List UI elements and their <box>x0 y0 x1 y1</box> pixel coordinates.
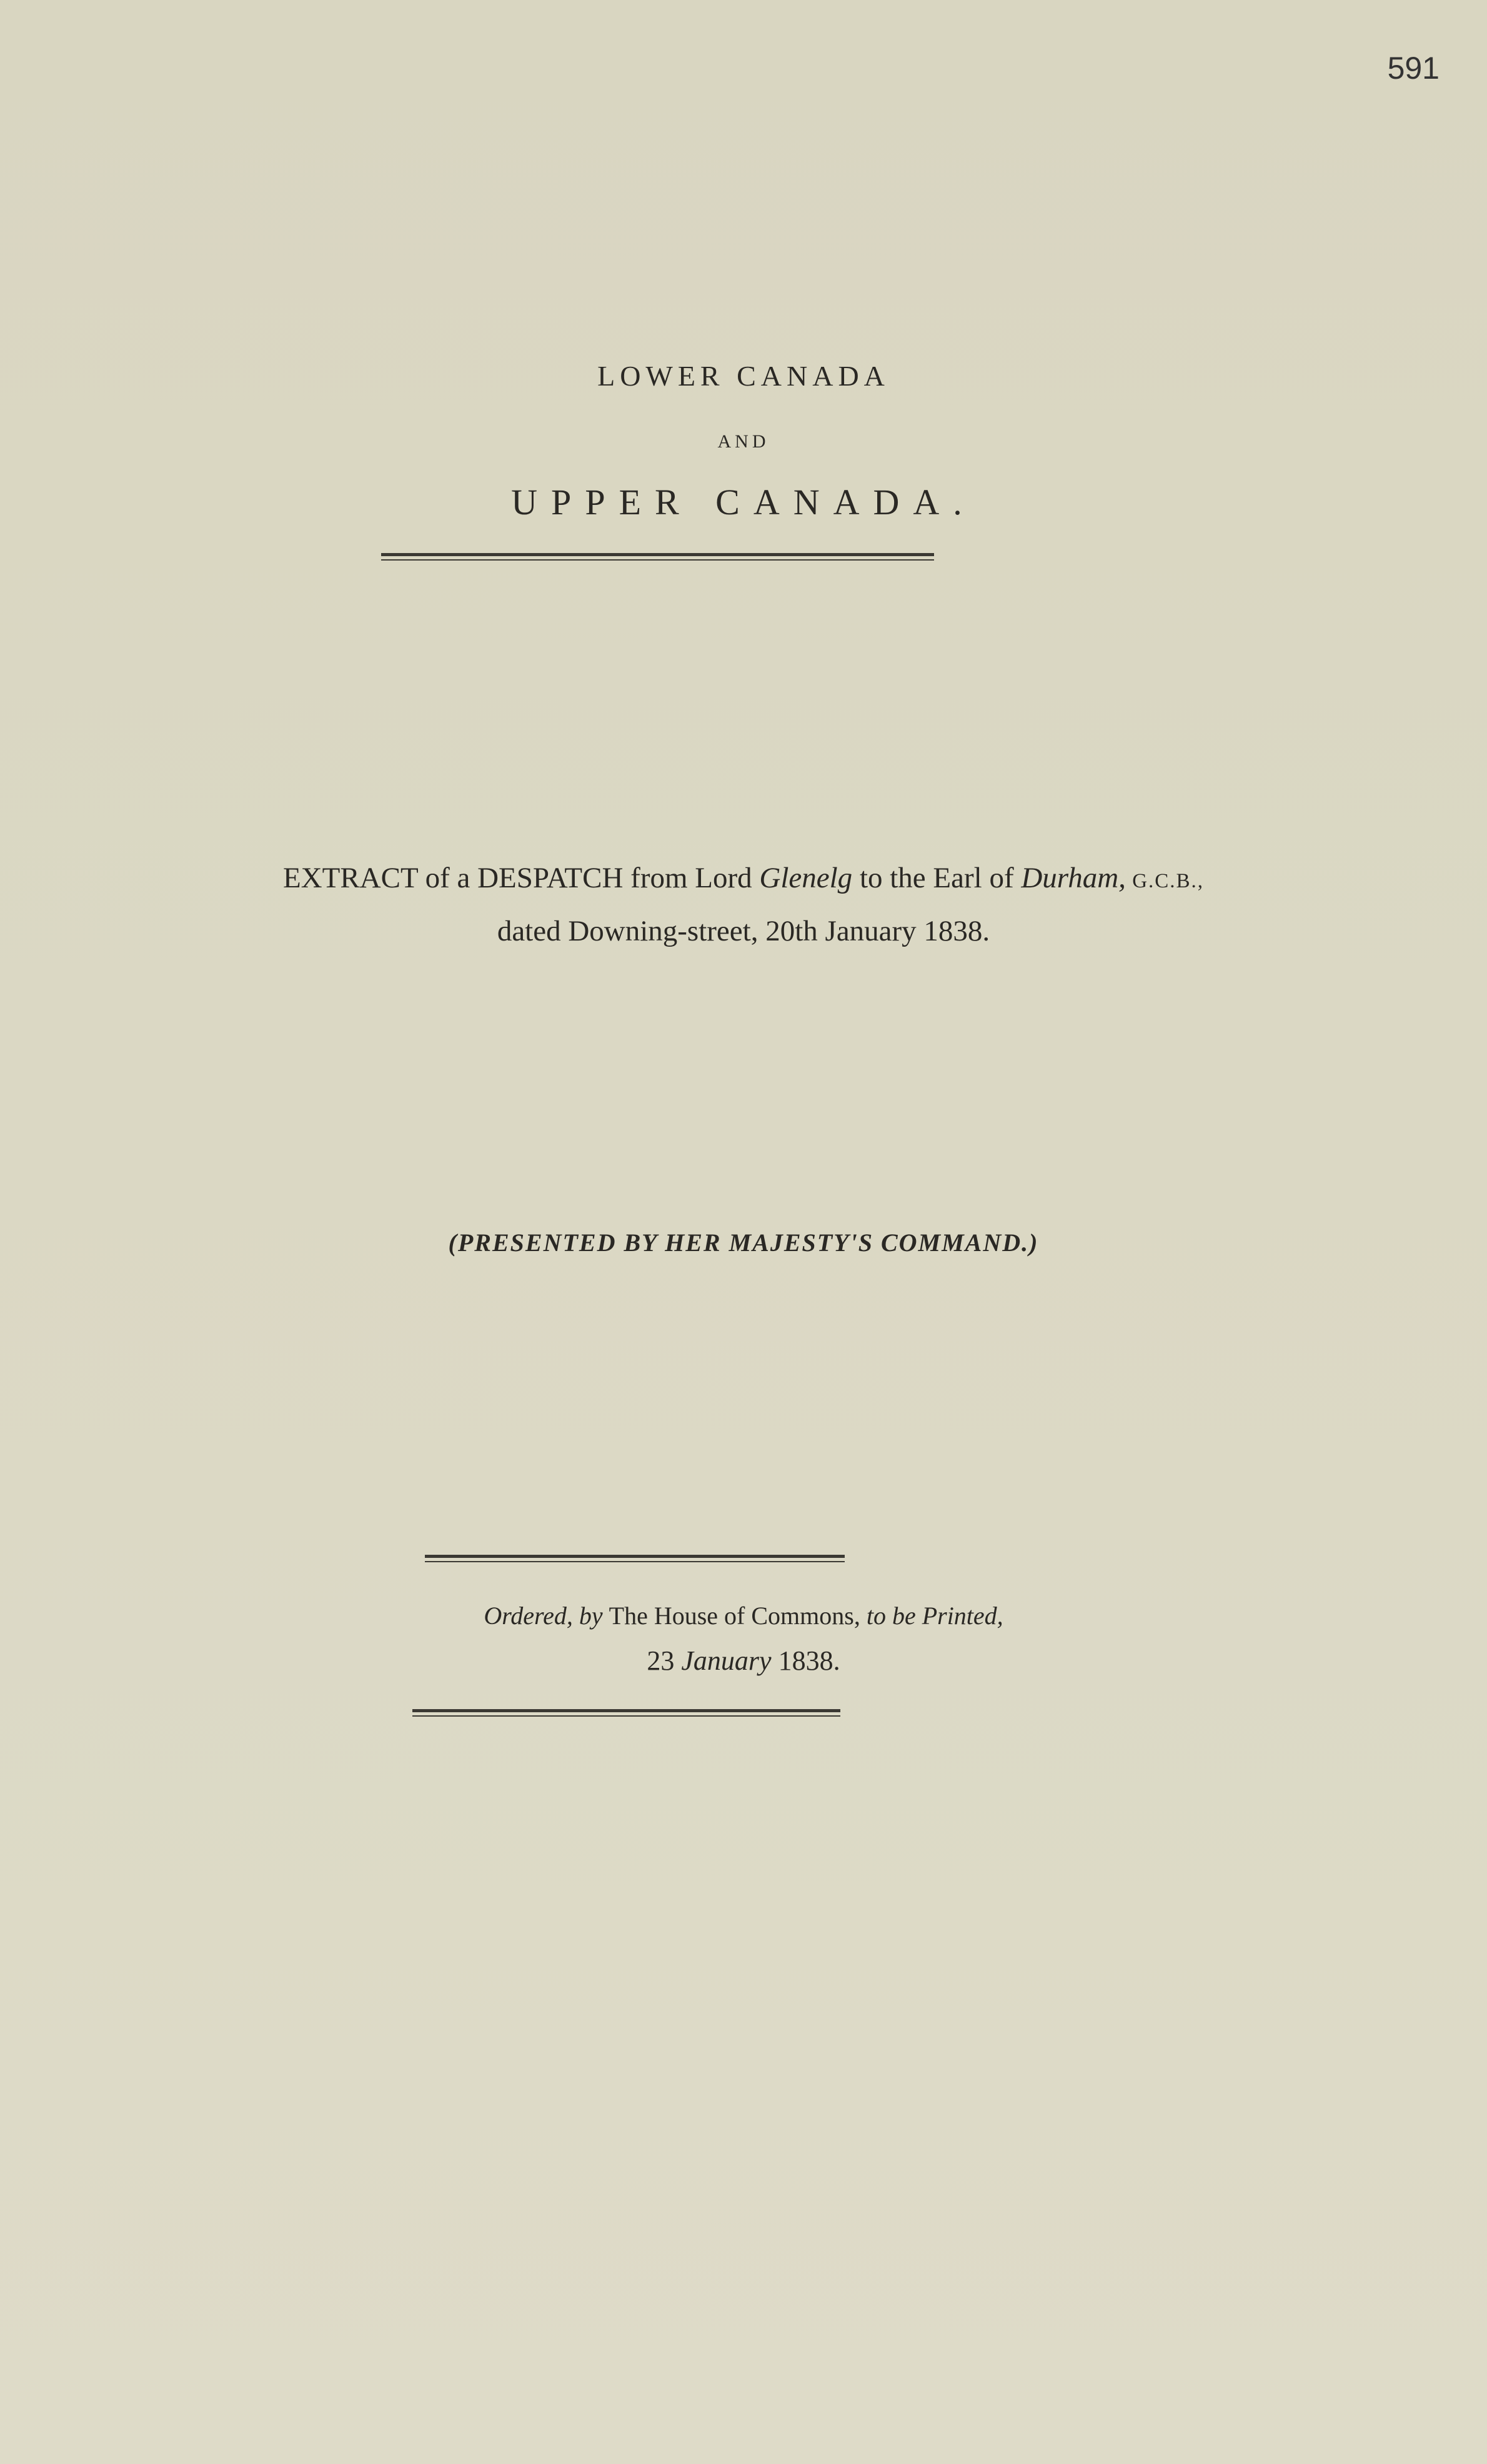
despatch-heading-text-1: EXTRACT of a DESPATCH from Lord <box>282 862 760 894</box>
honour-gcb: G.C.B., <box>1125 870 1205 892</box>
title-divider-rule <box>381 553 934 561</box>
by-word: by <box>572 1602 609 1630</box>
order-date <box>0 1639 1487 1683</box>
title-and: AND <box>717 431 770 452</box>
printing-order-line-1 <box>0 1594 1487 1639</box>
despatch-heading <box>0 853 1487 956</box>
printing-order <box>0 1594 1487 1683</box>
house-of-commons: The House of Commons, <box>609 1602 860 1630</box>
order-month: January <box>681 1645 772 1676</box>
to-be-printed: to be Printed, <box>860 1602 1003 1630</box>
title-upper-canada: UPPER CANADA. <box>511 482 976 522</box>
despatch-heading-text-2: to the Earl of <box>852 862 1022 894</box>
order-year: 1838. <box>771 1645 840 1676</box>
title-lower-canada: LOWER CANADA <box>597 360 890 392</box>
order-day: 23 <box>647 1645 682 1676</box>
name-durham: Durham, <box>1021 862 1126 894</box>
despatch-heading-line-1 <box>0 853 1487 906</box>
presented-notice: (PRESENTED BY HER MAJESTY'S COMMAND.) <box>448 1229 1039 1257</box>
order-bottom-rule <box>412 1709 840 1717</box>
page-number: 591 <box>1387 51 1440 86</box>
ordered-word: Ordered, <box>484 1602 573 1630</box>
name-glenelg: Glenelg <box>759 862 853 894</box>
despatch-heading-line-2: dated Downing-street, 20th January 1838. <box>497 915 990 947</box>
order-top-rule <box>425 1555 845 1562</box>
